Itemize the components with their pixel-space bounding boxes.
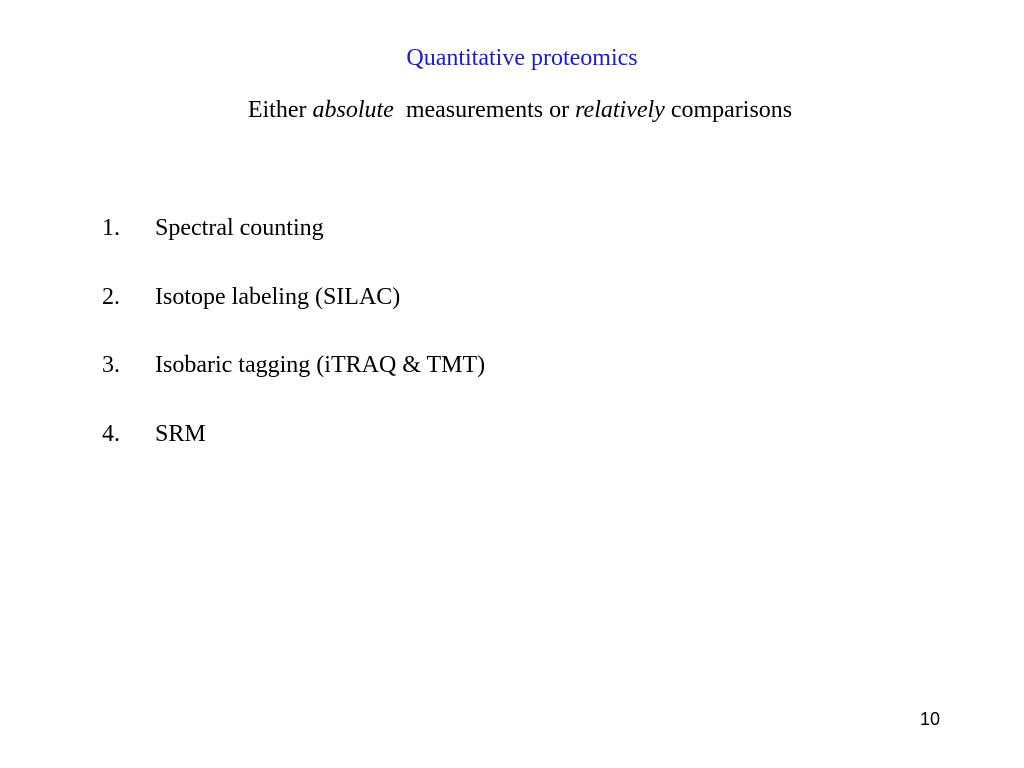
page-number: 10 (919, 709, 940, 729)
list-item-number: 3. (102, 352, 120, 378)
list-item-text: Spectral counting (155, 215, 324, 241)
list-item-number: 1. (102, 215, 120, 241)
slide-title: Quantitative proteomics (406, 45, 638, 71)
subtitle-text-measurements: measurements or (399, 97, 576, 123)
list-item-text: Isotope labeling (SILAC) (155, 283, 401, 310)
subtitle-text-comparisons: comparisons (664, 97, 793, 123)
list-item-number: 4. (102, 420, 120, 447)
subtitle-text-either: Either (247, 97, 313, 123)
list-item-number: 2. (102, 283, 120, 310)
subtitle-emphasis-absolute: absolute (312, 97, 394, 123)
subtitle-emphasis-relatively: relatively (575, 97, 665, 123)
list-item-text: SRM (155, 420, 206, 447)
slide-subtitle (0, 94, 1024, 126)
list-item-text: Isobaric tagging (iTRAQ & TMT) (155, 352, 486, 378)
